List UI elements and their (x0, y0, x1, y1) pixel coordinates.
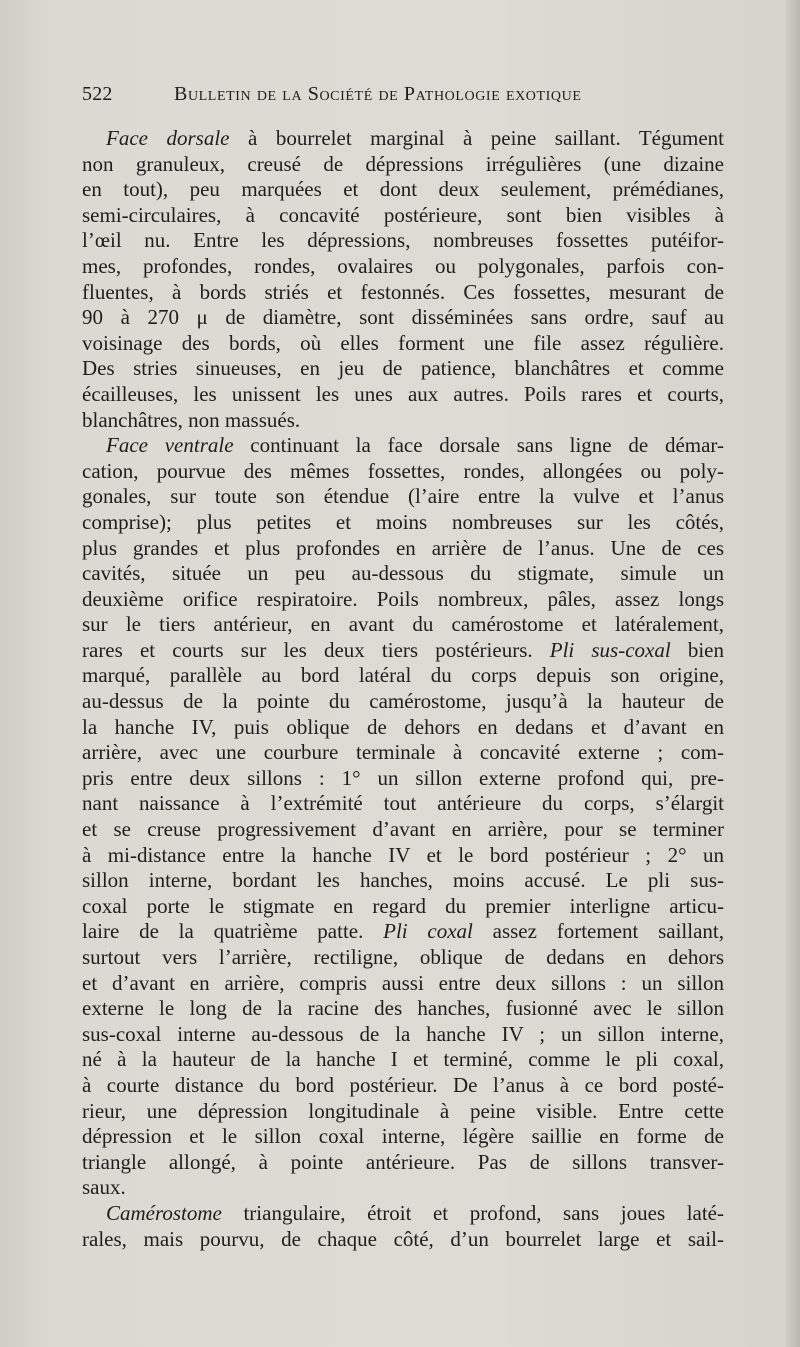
line-text: semi-circulaires, à concavité postérieure, sont bien visibles à (82, 202, 724, 227)
text-line (82, 971, 724, 997)
text-line (82, 1227, 724, 1253)
line-text: écailleuses, les unissent les unes aux autres. Poils rares et courts, (82, 381, 724, 406)
inline-term: Pli coxal (383, 919, 473, 944)
line-text: au-dessus de la pointe du camérostome, jusqu’à la hauteur de (82, 689, 724, 714)
text-line (82, 1047, 724, 1073)
text-line (82, 177, 724, 203)
line-text: arrière, avec une courbure terminale à concavité externe ; com- (82, 740, 724, 765)
text-line (82, 126, 724, 152)
line-text: mes, profondes, rondes, ovalaires ou polygonales, parfois con- (82, 253, 724, 278)
line-text: pris entre deux sillons : 1° un sillon externe profond qui, pre- (82, 765, 724, 790)
line-text: sillon interne, bordant les hanches, moins accusé. Le pli sus- (82, 868, 724, 893)
line-text: triangle allongé, à pointe antérieure. Pas de sillons transver- (82, 1149, 724, 1174)
text-line (82, 791, 724, 817)
text-line (82, 766, 724, 792)
text-line (82, 996, 724, 1022)
line-text: dépression et le sillon coxal interne, légère saillie en forme de (82, 1124, 724, 1149)
line-text: voisinage des bords, où elles forment une file assez régulière. (82, 330, 724, 355)
line-text: 90 à 270 μ de diamètre, sont disséminées sans ordre, sauf au (82, 305, 724, 330)
text-line (82, 663, 724, 689)
line-text: à mi-distance entre la hanche IV et le bord postérieur ; 2° un (82, 842, 724, 867)
line-text: cation, pourvue des mêmes fossettes, rondes, allongées ou poly- (82, 458, 724, 483)
section-heading: Face ventrale (106, 433, 234, 458)
line-text: plus grandes et plus profondes en arrière de l’anus. Une de ces (82, 535, 724, 560)
text-line (82, 587, 724, 613)
line-text: Des stries sinueuses, en jeu de patience, blanchâtres et comme (82, 356, 724, 381)
text-line (82, 894, 724, 920)
section-heading: Face dorsale (106, 126, 230, 150)
line-text: et se creuse progressivement d’avant en arrière, pour se terminer (82, 817, 724, 842)
text-line (82, 382, 724, 408)
text-line (82, 638, 724, 664)
page-number: 522 (82, 83, 113, 105)
text-line (82, 356, 724, 382)
text-line (82, 536, 724, 562)
text-line (82, 228, 724, 254)
body-text (82, 126, 724, 1252)
text-line (82, 459, 724, 485)
text-line (82, 1201, 724, 1227)
line-text: à bourrelet marginal à peine saillant. Tégument (229, 126, 724, 150)
text-line (82, 254, 724, 280)
line-text: à courte distance du bord postérieur. De l’anus à ce bord posté- (82, 1072, 724, 1097)
text-line (82, 1124, 724, 1150)
running-head: Bulletin de la Société de Pathologie exotique (174, 83, 582, 105)
text-line (82, 1073, 724, 1099)
text-line (82, 433, 724, 459)
line-text: et d’avant en arrière, compris aussi entre deux sillons : un sillon (82, 970, 724, 995)
text-line (82, 612, 724, 638)
text-line (82, 484, 724, 510)
text-line (82, 689, 724, 715)
line-text-tail: assez fortement saillant, (472, 919, 725, 944)
line-text: cavités, située un peu au-dessous du stigmate, simule un (82, 561, 724, 586)
line-text: deuxième orifice respiratoire. Poils nombreux, pâles, assez longs (82, 586, 724, 611)
line-text: non granuleux, creusé de dépressions irrégulières (une dizaine (82, 151, 724, 176)
text-line (82, 280, 724, 306)
text-line (82, 305, 724, 331)
line-text: nant naissance à l’extrémité tout antérieure du corps, s’élargit (82, 791, 724, 816)
text-line (82, 1175, 724, 1201)
section-heading: Camérostome (106, 1200, 222, 1225)
text-line (82, 1099, 724, 1125)
page-edge-shadow (786, 0, 800, 1347)
text-line (82, 919, 724, 945)
line-text: continuant la face dorsale sans ligne de démar- (233, 433, 724, 458)
line-text: né à la hauteur de la hanche I et terminé, comme le pli coxal, (82, 1047, 724, 1072)
line-text: rares et courts sur les deux tiers postérieurs. (82, 637, 550, 662)
line-text-tail: bien (670, 637, 724, 662)
line-text: saux. (82, 1175, 126, 1200)
line-text: coxal porte le stigmate en regard du premier interligne articu- (82, 893, 724, 918)
line-text: triangulaire, étroit et profond, sans joues laté- (221, 1200, 724, 1225)
text-line (82, 715, 724, 741)
line-text: gonales, sur toute son étendue (l’aire entre la vulve et l’anus (82, 484, 724, 509)
line-text: l’œil nu. Entre les dépressions, nombreuses fossettes putéifor- (82, 228, 724, 253)
text-line (82, 561, 724, 587)
text-line (82, 945, 724, 971)
line-text: sur le tiers antérieur, en avant du camérostome et latéralement, (82, 612, 724, 637)
text-line (82, 868, 724, 894)
line-text: surtout vers l’arrière, rectiligne, oblique de dedans en dehors (82, 945, 724, 969)
text-line (82, 408, 724, 434)
text-line (82, 740, 724, 766)
line-text: externe le long de la racine des hanches, fusionné avec le sillon (82, 996, 724, 1021)
line-text: sus-coxal interne au-dessous de la hanche IV ; un sillon interne, (82, 1021, 724, 1046)
line-text: laire de la quatrième patte. (82, 919, 384, 944)
text-line (82, 1022, 724, 1048)
text-line (82, 817, 724, 843)
line-text: marqué, parallèle au bord latéral du corps depuis son origine, (82, 663, 724, 688)
text-line (82, 510, 724, 536)
text-line (82, 843, 724, 869)
line-text: fluentes, à bords striés et festonnés. Ces fossettes, mesurant de (82, 279, 724, 304)
text-line (82, 1150, 724, 1176)
text-line (82, 152, 724, 178)
text-line (82, 331, 724, 357)
line-text: rales, mais pourvu, de chaque côté, d’un bourrelet large et sail- (82, 1226, 724, 1251)
line-text: la hanche IV, puis oblique de dehors en dedans et d’avant en (82, 714, 724, 739)
line-text: blanchâtres, non massués. (82, 407, 301, 432)
line-text: comprise); plus petites et moins nombreuses sur les côtés, (82, 509, 724, 534)
line-text: rieur, une dépression longitudinale à peine visible. Entre cette (82, 1098, 724, 1123)
line-text: en tout), peu marquées et dont deux seulement, prémédianes, (82, 177, 724, 202)
text-line (82, 203, 724, 229)
inline-term: Pli sus-coxal (549, 637, 671, 662)
